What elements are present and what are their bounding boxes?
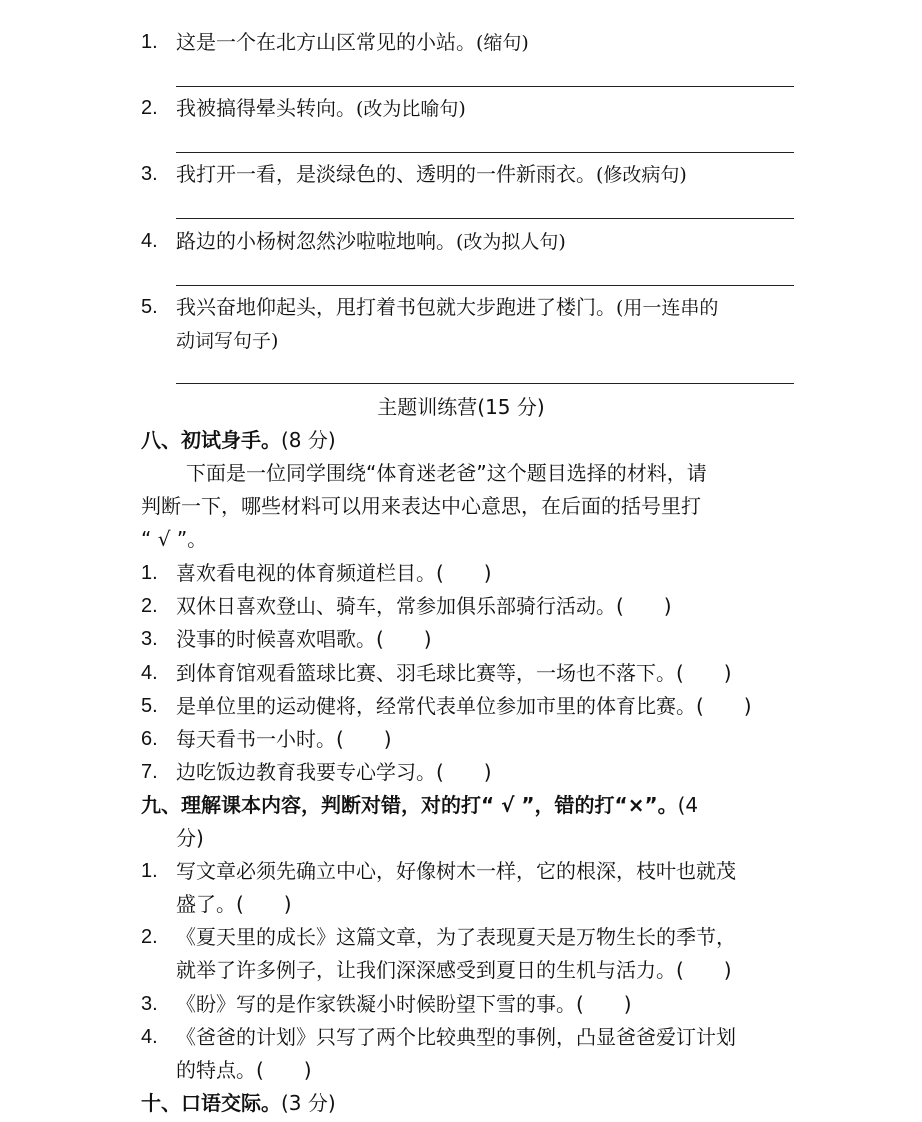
item-note: (改为拟人句)	[456, 231, 566, 253]
item-note-continued: 动词写句子)	[176, 330, 279, 352]
item-text: 我打开一看，是淡绿色的、透明的一件新雨衣。	[176, 162, 596, 186]
item-number: 3.	[141, 628, 158, 650]
item-text[interactable]: 没事的时候喜欢唱歌。( )	[176, 627, 432, 651]
item-text[interactable]: 《盼》写的是作家铁凝小时候盼望下雪的事。( )	[176, 992, 632, 1016]
section-9-heading	[141, 790, 698, 820]
answer-line[interactable]	[176, 86, 794, 87]
section-8-intro-line-2: 判断一下，哪些材料可以用来表达中心意思，在后面的括号里打	[141, 494, 701, 518]
item-text[interactable]: 是单位里的运动健将，经常代表单位参加市里的体育比赛。( )	[176, 694, 752, 718]
heading-score: (3 分)	[281, 1091, 336, 1115]
item-number: 4.	[141, 230, 158, 252]
heading-text: 十、口语交际。	[141, 1091, 281, 1115]
heading-text: 九、理解课本内容，判断对错，对的打“ √ ”，错的打“×”。	[141, 793, 678, 817]
answer-line[interactable]	[176, 218, 794, 219]
heading-score: (8 分)	[281, 428, 336, 452]
item-number: 2.	[141, 595, 158, 617]
section-9-item-1-line-2[interactable]: 盛了。( )	[176, 892, 292, 916]
item-text[interactable]: 边吃饭边教育我要专心学习。( )	[176, 760, 492, 784]
section-8-intro-line-3: “ √ ”。	[141, 527, 208, 551]
item-number: 3.	[141, 993, 158, 1015]
item-note: (缩句)	[476, 32, 529, 54]
item-text[interactable]: 到体育馆观看篮球比赛、羽毛球比赛等，一场也不落下。( )	[176, 661, 732, 685]
item-number: 4.	[141, 662, 158, 684]
answer-line[interactable]	[176, 285, 794, 286]
item-number: 1.	[141, 562, 158, 584]
section-8-intro-line-1: 下面是一位同学围绕“体育迷老爸”这个题目选择的材料，请	[186, 461, 707, 485]
item-number: 7.	[141, 761, 158, 783]
section-9-heading-score-continued: 分)	[176, 826, 204, 850]
item-text[interactable]: 双休日喜欢登山、骑车，常参加俱乐部骑行活动。( )	[176, 594, 672, 618]
item-text: 这是一个在北方山区常见的小站。	[176, 30, 476, 54]
item-number: 2.	[141, 926, 158, 948]
section-title: 主题训练营(15 分)	[377, 395, 545, 419]
section-9-item-4-line-2[interactable]: 的特点。( )	[176, 1058, 312, 1082]
item-text: 我兴奋地仰起头，甩打着书包就大步跑进了楼门。	[176, 295, 616, 319]
item-text: 《夏天里的成长》这篇文章，为了表现夏天是万物生长的季节，	[176, 925, 736, 949]
item-note: (修改病句)	[596, 164, 687, 186]
item-number: 3.	[141, 163, 158, 185]
item-text[interactable]: 每天看书一小时。( )	[176, 727, 392, 751]
item-text: 我被搞得晕头转向。	[176, 96, 356, 120]
answer-line[interactable]	[176, 383, 794, 384]
item-text[interactable]: 喜欢看电视的体育频道栏目。( )	[176, 561, 492, 585]
heading-score: (4	[677, 793, 699, 817]
item-number: 1.	[141, 31, 158, 53]
item-number: 2.	[141, 97, 158, 119]
item-note: (改为比喻句)	[356, 98, 466, 120]
item-number: 6.	[141, 728, 158, 750]
item-number: 5.	[141, 695, 158, 717]
item-text: 路边的小杨树忽然沙啦啦地响。	[176, 229, 456, 253]
item-number: 5.	[141, 296, 158, 318]
item-note: (用一连串的	[616, 297, 719, 319]
item-text: 《爸爸的计划》只写了两个比较典型的事例，凸显爸爸爱订计划	[176, 1025, 736, 1049]
item-number: 4.	[141, 1026, 158, 1048]
heading-text: 八、初试身手。	[141, 428, 281, 452]
section-8-heading	[141, 425, 336, 455]
item-number: 1.	[141, 860, 158, 882]
section-10-heading	[141, 1088, 336, 1118]
section-9-item-2-line-2[interactable]: 就举了许多例子，让我们深深感受到夏日的生机与活力。( )	[176, 958, 732, 982]
answer-line[interactable]	[176, 152, 794, 153]
item-text: 写文章必须先确立中心，好像树木一样，它的根深，枝叶也就茂	[176, 859, 736, 883]
